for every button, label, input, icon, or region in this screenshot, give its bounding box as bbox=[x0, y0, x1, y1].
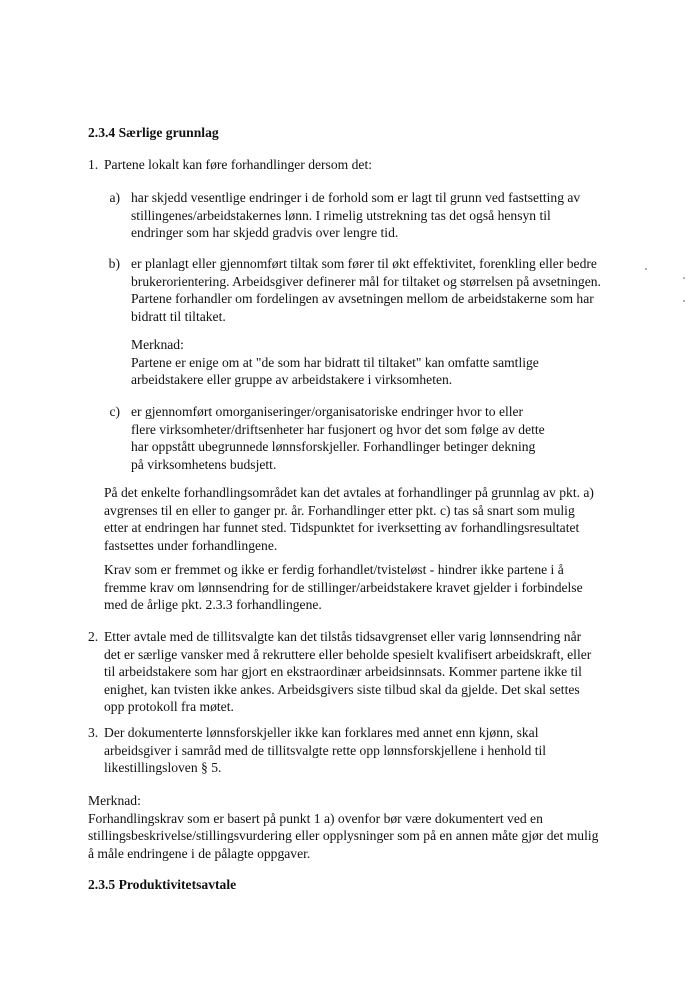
item-2-line: opp protokoll fra møtet. bbox=[104, 699, 234, 715]
item-2-line: Etter avtale med de tillitsvalgte kan det tilstås tidsavgrenset eller varig lønnsendring når bbox=[104, 629, 582, 644]
item-1b-line: Partene forhandler om fordelingen av avsetningen mellom de arbeidstakerne som har bbox=[131, 291, 594, 307]
paragraph-line: etter at endringen har funnet sted. Tidspunktet for iverksetting av forhandlingsresultatet bbox=[104, 520, 580, 536]
scan-speck bbox=[683, 300, 685, 302]
section-heading-2-3-4: 2.3.4 Særlige grunnlag bbox=[88, 125, 219, 140]
item-3-number: 3. bbox=[88, 725, 99, 740]
paragraph-line: avgrenses til en eller to ganger pr. år. Forhandlinger etter pkt. c) tas så snart som mulig bbox=[104, 502, 575, 518]
item-1b-label: b) bbox=[108, 256, 120, 271]
item-1b-note-line: Merknad: bbox=[131, 337, 184, 352]
item-1-intro: Partene lokalt kan føre forhandlinger dersom det: bbox=[104, 157, 373, 172]
item-3-line: arbeidsgiver i samråd med de tillitsvalgte rette opp lønnsforskjellene i henhold til bbox=[104, 742, 547, 758]
scan-speck bbox=[645, 268, 647, 270]
item-1b-line: brukerorientering. Arbeidsgiver definerer mål for tiltaket og størrelsen på avsetningen. bbox=[131, 273, 601, 289]
paragraph-line: fremme krav om lønnsendring for de stillinger/arbeidstakere kravet gjelder i forbindelse bbox=[104, 579, 583, 595]
item-2-number: 2. bbox=[88, 629, 99, 644]
final-note-line: stillingsbeskrivelse/stillingsvurdering eller opplysninger som på en annen måte gjør det mulig bbox=[88, 828, 599, 844]
item-2-line: det er særlige vansker med å rekruttere eller beholde spesielt kvalifisert arbeidskraft, eller bbox=[104, 646, 592, 662]
paragraph-line: med de årlige pkt. 2.3.3 forhandlingene. bbox=[104, 597, 322, 613]
item-1c-line: på virksomhetens budsjett. bbox=[131, 456, 277, 472]
item-1a-line: har skjedd vesentlige endringer i de forhold som er lagt til grunn ved fastsetting av bbox=[131, 190, 581, 205]
paragraph-line: På det enkelte forhandlingsområdet kan det avtales at forhandlinger på grunnlag av pkt. a) bbox=[104, 485, 594, 500]
paragraph-line: fastsettes under forhandlingene. bbox=[104, 537, 278, 553]
item-1c-line: flere virksomheter/driftsenheter har fusjonert og hvor det som følge av dette bbox=[131, 421, 545, 437]
section-heading-2-3-5: 2.3.5 Produktivitetsavtale bbox=[88, 877, 237, 892]
item-1-paragraph-claims bbox=[104, 561, 583, 614]
final-note bbox=[88, 792, 598, 862]
item-1a-line: stillingenes/arbeidstakernes lønn. I rimelig utstrekning tas det også hensyn til bbox=[131, 207, 551, 223]
scan-speck bbox=[683, 277, 685, 279]
item-1-paragraph-scheduling bbox=[104, 484, 594, 554]
final-note-line: Forhandlingskrav som er basert på punkt 1 a) ovenfor bør være dokumentert ved en bbox=[88, 810, 543, 826]
item-3-line: likestillingsloven § 5. bbox=[104, 760, 222, 776]
item-1c-line: er gjennomført omorganiseringer/organisatoriske endringer hvor to eller bbox=[131, 404, 524, 419]
item-1b-note-line: Partene er enige om at "de som har bidratt til tiltaket" kan omfatte samtlige bbox=[131, 354, 539, 370]
item-3-line: Der dokumenterte lønnsforskjeller ikke kan forklares med annet enn kjønn, skal bbox=[104, 725, 539, 740]
item-2-text bbox=[104, 628, 591, 716]
item-1-number: 1. bbox=[88, 157, 99, 172]
item-1b-note-line: arbeidstakere eller gruppe av arbeidstakere i virksomheten. bbox=[131, 372, 453, 388]
item-1a-text bbox=[131, 189, 580, 242]
item-2-line: til arbeidstakere som har gjort en ekstraordinær arbeidsinnsats. Kommer partene ikke til bbox=[104, 664, 582, 680]
final-note-line: Merknad: bbox=[88, 793, 141, 808]
item-1c-label: c) bbox=[109, 404, 120, 419]
item-1b-line: er planlagt eller gjennomført tiltak som fører til økt effektivitet, forenkling eller bedre bbox=[131, 256, 597, 271]
item-1b-text bbox=[131, 255, 601, 325]
paragraph-line: Krav som er fremmet og ikke er ferdig forhandlet/tvisteløst - hindrer ikke partene i å bbox=[104, 562, 564, 577]
item-1c-line: har oppstått ubegrunnede lønnsforskjeller. Forhandlinger betinger dekning bbox=[131, 439, 536, 455]
item-1b-line: bidratt til tiltaket. bbox=[131, 308, 226, 324]
item-2-line: enighet, kan tvisten ikke ankes. Arbeidsgivers siste tilbud skal da gjelde. Det skal settes bbox=[104, 681, 580, 697]
final-note-line: å måle endringene i de pålagte oppgaver. bbox=[88, 845, 311, 861]
item-1b-note bbox=[131, 336, 539, 389]
item-1a-label: a) bbox=[109, 190, 120, 205]
item-1c-text bbox=[131, 403, 545, 473]
item-3-text bbox=[104, 724, 546, 777]
item-1a-line: endringer som har skjedd gradvis over lengre tid. bbox=[131, 225, 399, 241]
